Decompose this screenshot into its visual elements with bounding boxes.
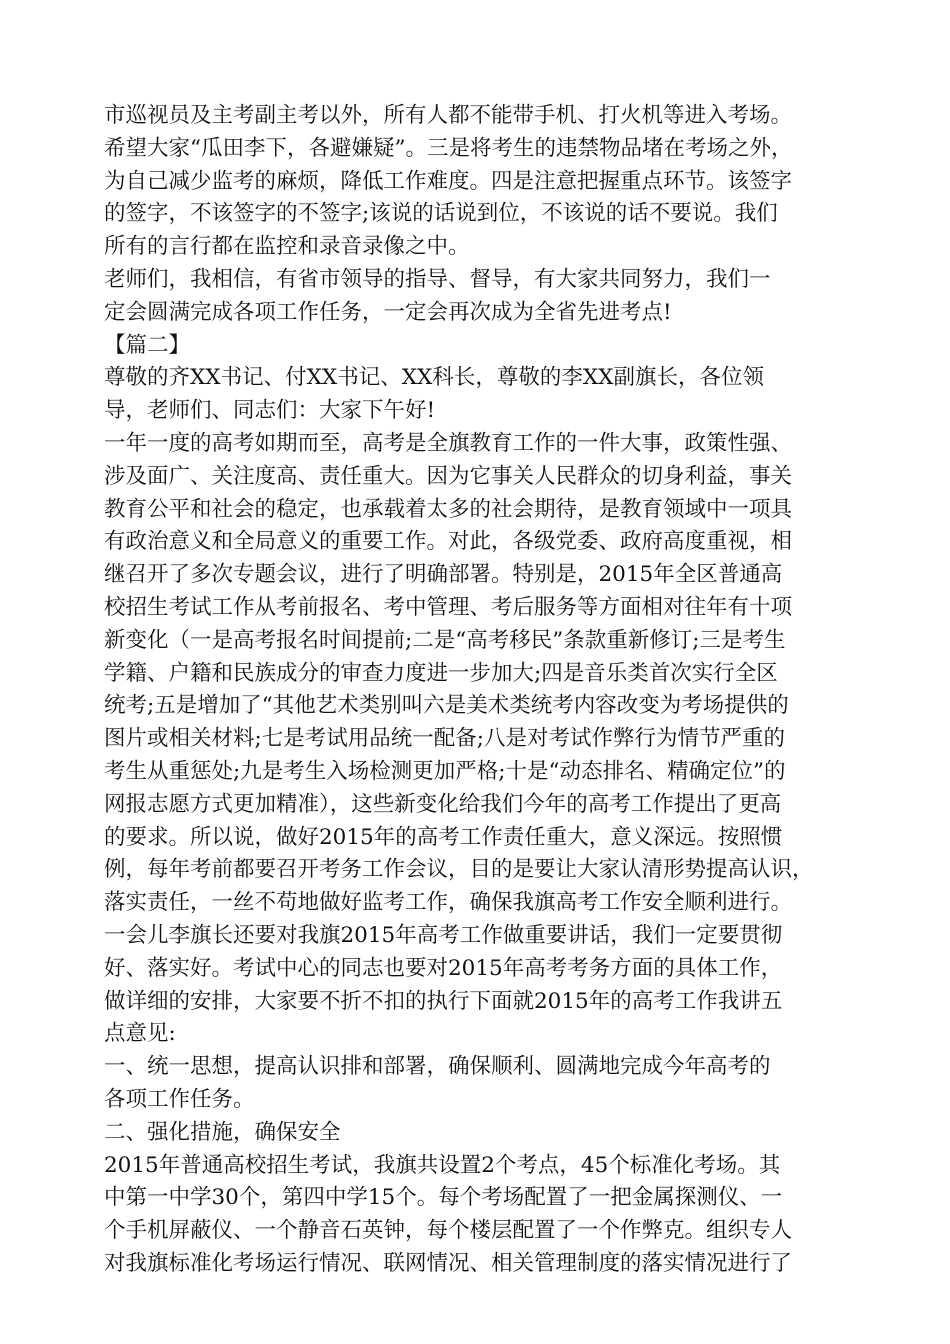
text-line: 例，每年考前都要召开考务工作会议，目的是要让大家认清形势提高认识， bbox=[104, 857, 814, 883]
section-heading: 【篇二】 bbox=[104, 332, 191, 358]
text-line: 涉及面广、关注度高、责任重大。因为它事关人民群众的切身利益，事关 bbox=[104, 463, 793, 489]
text-line: 市巡视员及主考副主考以外，所有人都不能带手机、打火机等进入考场。 bbox=[104, 103, 793, 128]
text-line: 导，老师们、同志们：大家下午好! bbox=[104, 398, 436, 424]
text-line: 2015年普通高校招生考试，我旗共设置2个考点，45个标准化考场。其 bbox=[104, 1152, 781, 1178]
text-line: 考生从重惩处;九是考生入场检测更加严格;十是“动态排名、精确定位”的 bbox=[104, 758, 786, 784]
text-line: 校招生考试工作从考前报名、考中管理、考后服务等方面相对往年有十项 bbox=[104, 594, 793, 620]
text-line: 一、统一思想，提高认识排和部署，确保顺利、圆满地完成今年高考的 bbox=[104, 1054, 771, 1080]
text-line: 定会圆满完成各项工作任务，一定会再次成为全省先进考点! bbox=[104, 299, 672, 325]
text-line: 为自己减少监考的麻烦，降低工作难度。四是注意把握重点环节。该签字 bbox=[104, 168, 793, 194]
text-line: 学籍、户籍和民族成分的审查力度进一步加大;四是音乐类首次实行全区 bbox=[104, 660, 778, 686]
text-line: 的要求。所以说，做好2015年的高考工作责任重大，意义深远。按照惯 bbox=[104, 824, 783, 850]
text-line: 的签字，不该签字的不签字;该说的话说到位，不该说的话不要说。我们 bbox=[104, 201, 778, 227]
text-line: 对我旗标准化考场运行情况、联网情况、相关管理制度的落实情况进行了 bbox=[104, 1250, 793, 1276]
document-body bbox=[104, 100, 854, 1281]
text-line: 中第一中学30个，第四中学15个。每个考场配置了一把金属探测仪、一 bbox=[104, 1185, 783, 1211]
text-line: 二、强化措施，确保安全 bbox=[104, 1119, 341, 1145]
text-line: 新变化（一是高考报名时间提前;二是“高考移民”条款重新修订;三是考生 bbox=[104, 627, 786, 653]
text-line: 个手机屏蔽仪、一个静音石英钟，每个楼层配置了一个作弊克。组织专人 bbox=[104, 1218, 793, 1244]
text-line: 所有的言行都在监控和录音录像之中。 bbox=[104, 234, 470, 260]
text-line: 各项工作任务。 bbox=[104, 1086, 255, 1112]
text-line: 继召开了多次专题会议，进行了明确部署。特别是，2015年全区普通高 bbox=[104, 562, 783, 588]
text-line: 希望大家“瓜田李下，各避嫌疑”。三是将考生的违禁物品堵在考场之外， bbox=[104, 135, 793, 161]
text-line: 一年一度的高考如期而至，高考是全旗教育工作的一件大事，政策性强、 bbox=[104, 430, 793, 456]
text-line: 统考;五是增加了“其他艺术类别叫六是美术类统考内容改变为考场提供的 bbox=[104, 693, 789, 719]
text-line: 做详细的安排，大家要不折不扣的执行下面就2015年的高考工作我讲五 bbox=[104, 988, 783, 1014]
text-line: 点意见: bbox=[104, 1021, 176, 1047]
text-line: 网报志愿方式更加精准），这些新变化给我们今年的高考工作提出了更高 bbox=[104, 791, 782, 817]
text-line: 尊敬的齐XX书记、付XX书记、XX科长，尊敬的李XX副旗长，各位领 bbox=[104, 365, 764, 391]
text-line: 教育公平和社会的稳定，也承载着太多的社会期待，是教育领域中一项具 bbox=[104, 496, 793, 522]
text-line: 好、落实好。考试中心的同志也要对2015年高考考务方面的具体工作， bbox=[104, 955, 783, 981]
text-line: 落实责任，一丝不苟地做好监考工作，确保我旗高考工作安全顺利进行。 bbox=[104, 890, 793, 916]
text-line: 有政治意义和全局意义的重要工作。对此，各级党委、政府高度重视，相 bbox=[104, 529, 793, 555]
text-line: 一会儿李旗长还要对我旗2015年高考工作做重要讲话，我们一定要贯彻 bbox=[104, 922, 783, 948]
text-line: 老师们，我相信，有省市领导的指导、督导，有大家共同努力，我们一 bbox=[104, 266, 771, 292]
text-line: 图片或相关材料;七是考试用品统一配备;八是对考试作弊行为情节严重的 bbox=[104, 726, 785, 752]
